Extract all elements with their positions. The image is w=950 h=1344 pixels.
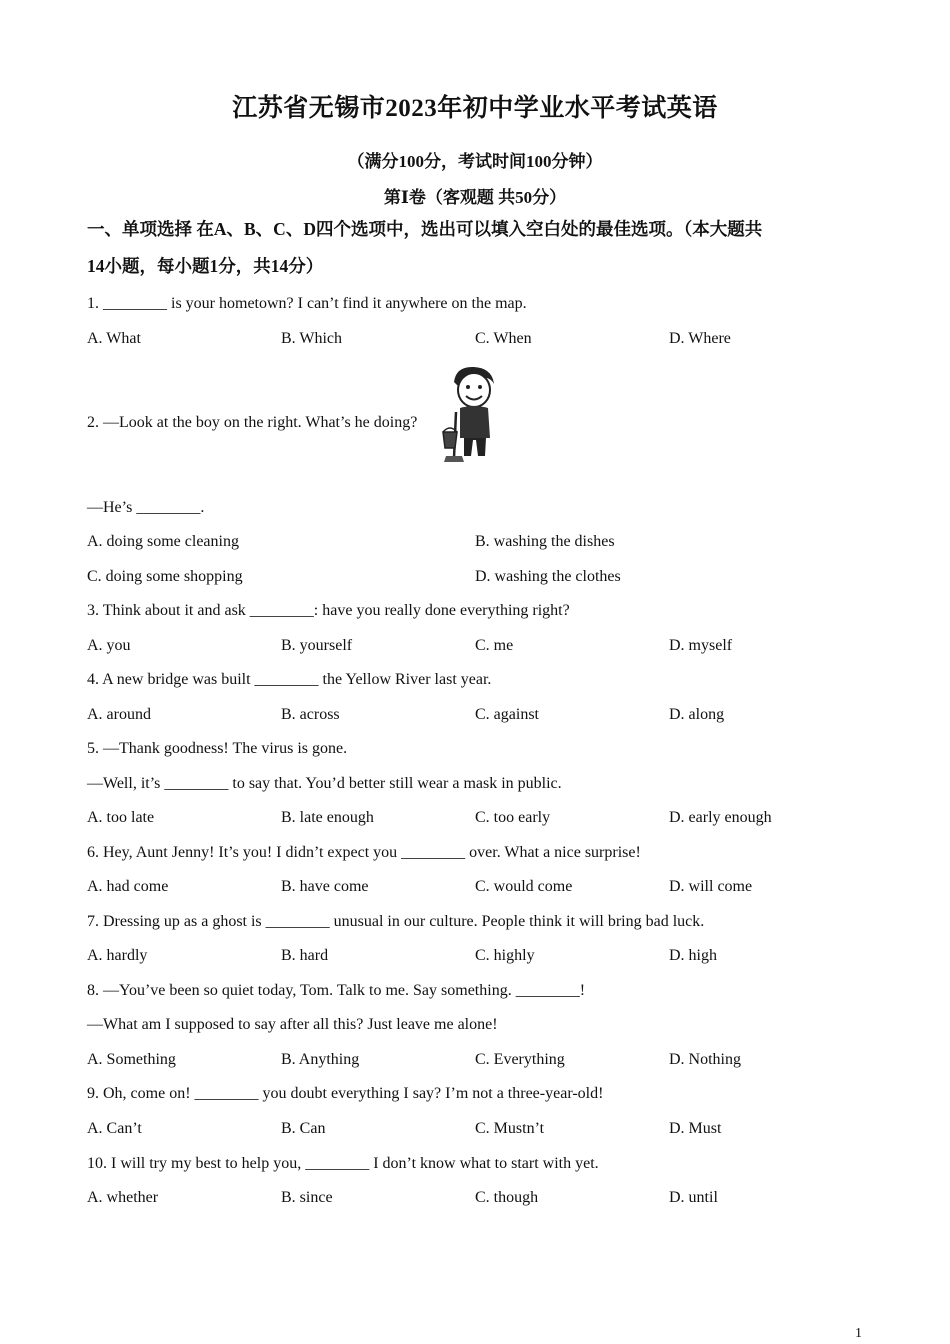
question-3-option-a: A. you: [87, 637, 131, 654]
question-4-option-b: B. across: [281, 706, 340, 723]
question-6-option-d: D. will come: [669, 878, 753, 895]
question-10-option-b: B. since: [281, 1189, 333, 1206]
question-9-option-b: B. Can: [281, 1120, 326, 1137]
question-8-stem: 8. —You’ve been so quiet today, Tom. Talk to me. Say something. ________!: [87, 982, 586, 999]
question-7-stem: 7. Dressing up as a ghost is ________ unusual in our culture. People think it will bring bad luck.: [87, 913, 705, 930]
question-2-option-c: C. doing some shopping: [87, 568, 243, 585]
question-1-option-b: B. Which: [281, 330, 343, 347]
question-5-stem: 5. —Thank goodness! The virus is gone.: [87, 740, 348, 757]
question-10-option-c: C. though: [475, 1189, 539, 1206]
question-5-option-d: D. early enough: [669, 809, 772, 826]
question-10-option-d: D. until: [669, 1189, 718, 1206]
question-2-answer-line: —He’s ________.: [87, 499, 205, 516]
question-3-option-b: B. yourself: [281, 637, 353, 654]
section-heading-line-1: 一、单项选择 在A、B、C、D四个选项中，选出可以填入空白处的最佳选项。（本大题共: [87, 219, 763, 239]
question-5-reply: —Well, it’s ________ to say that. You’d better still wear a mask in public.: [87, 775, 562, 792]
question-7-option-d: D. high: [669, 947, 717, 964]
question-1-stem: 1. ________ is your hometown? I can’t find it anywhere on the map.: [87, 295, 527, 312]
question-4-stem: 4. A new bridge was built ________ the Yellow River last year.: [87, 671, 492, 688]
question-2-option-a: A. doing some cleaning: [87, 533, 239, 550]
question-8-option-b: B. Anything: [281, 1051, 360, 1068]
section-heading: [87, 211, 857, 285]
boy-cleaning-illustration: [440, 364, 504, 464]
question-3-option-c: C. me: [475, 637, 514, 654]
question-5-option-c: C. too early: [475, 809, 551, 826]
question-3-stem: 3. Think about it and ask ________: have you really done everything right?: [87, 602, 570, 619]
question-9-option-c: C. Mustn’t: [475, 1120, 545, 1137]
question-6-option-b: B. have come: [281, 878, 369, 895]
exam-info: （满分100分，考试时间100分钟）: [347, 152, 603, 171]
question-1-option-d: D. Where: [669, 330, 731, 347]
question-6-option-c: C. would come: [475, 878, 573, 895]
question-6-stem: 6. Hey, Aunt Jenny! It’s you! I didn’t expect you ________ over. What a nice surprise!: [87, 844, 641, 861]
question-7-option-c: C. highly: [475, 947, 535, 964]
question-1-option-a: A. What: [87, 330, 141, 347]
question-5-option-a: A. too late: [87, 809, 155, 826]
question-1-option-c: C. When: [475, 330, 532, 347]
question-6-option-a: A. had come: [87, 878, 169, 895]
question-3-option-d: D. myself: [669, 637, 733, 654]
question-8-reply: —What am I supposed to say after all this? Just leave me alone!: [87, 1016, 498, 1033]
question-5-option-b: B. late enough: [281, 809, 374, 826]
question-10-option-a: A. whether: [87, 1189, 159, 1206]
question-9-option-d: D. Must: [669, 1120, 722, 1137]
part-title: 第Ⅰ卷（客观题 共50分）: [383, 188, 567, 207]
question-9-stem: 9. Oh, come on! ________ you doubt everything I say? I’m not a three-year-old!: [87, 1085, 604, 1102]
question-7-option-a: A. hardly: [87, 947, 148, 964]
question-2-stem: 2. —Look at the boy on the right. What’s he doing?: [87, 414, 418, 431]
question-4-option-c: C. against: [475, 706, 539, 723]
question-10-stem: 10. I will try my best to help you, ________ I don’t know what to start with yet.: [87, 1155, 599, 1172]
question-2-option-d: D. washing the clothes: [475, 568, 621, 585]
question-2-option-b: B. washing the dishes: [475, 533, 615, 550]
question-4-option-d: D. along: [669, 706, 725, 723]
question-8-option-c: C. Everything: [475, 1051, 565, 1068]
page-number: 1: [855, 1326, 862, 1341]
question-8-option-d: D. Nothing: [669, 1051, 741, 1068]
question-7-option-b: B. hard: [281, 947, 329, 964]
question-4-option-a: A. around: [87, 706, 151, 723]
question-9-option-a: A. Can’t: [87, 1120, 142, 1137]
section-heading-line-2: 14小题，每小题1分，共14分）: [87, 256, 324, 276]
exam-title: 江苏省无锡市2023年初中学业水平考试英语: [232, 95, 718, 122]
question-8-option-a: A. Something: [87, 1051, 176, 1068]
